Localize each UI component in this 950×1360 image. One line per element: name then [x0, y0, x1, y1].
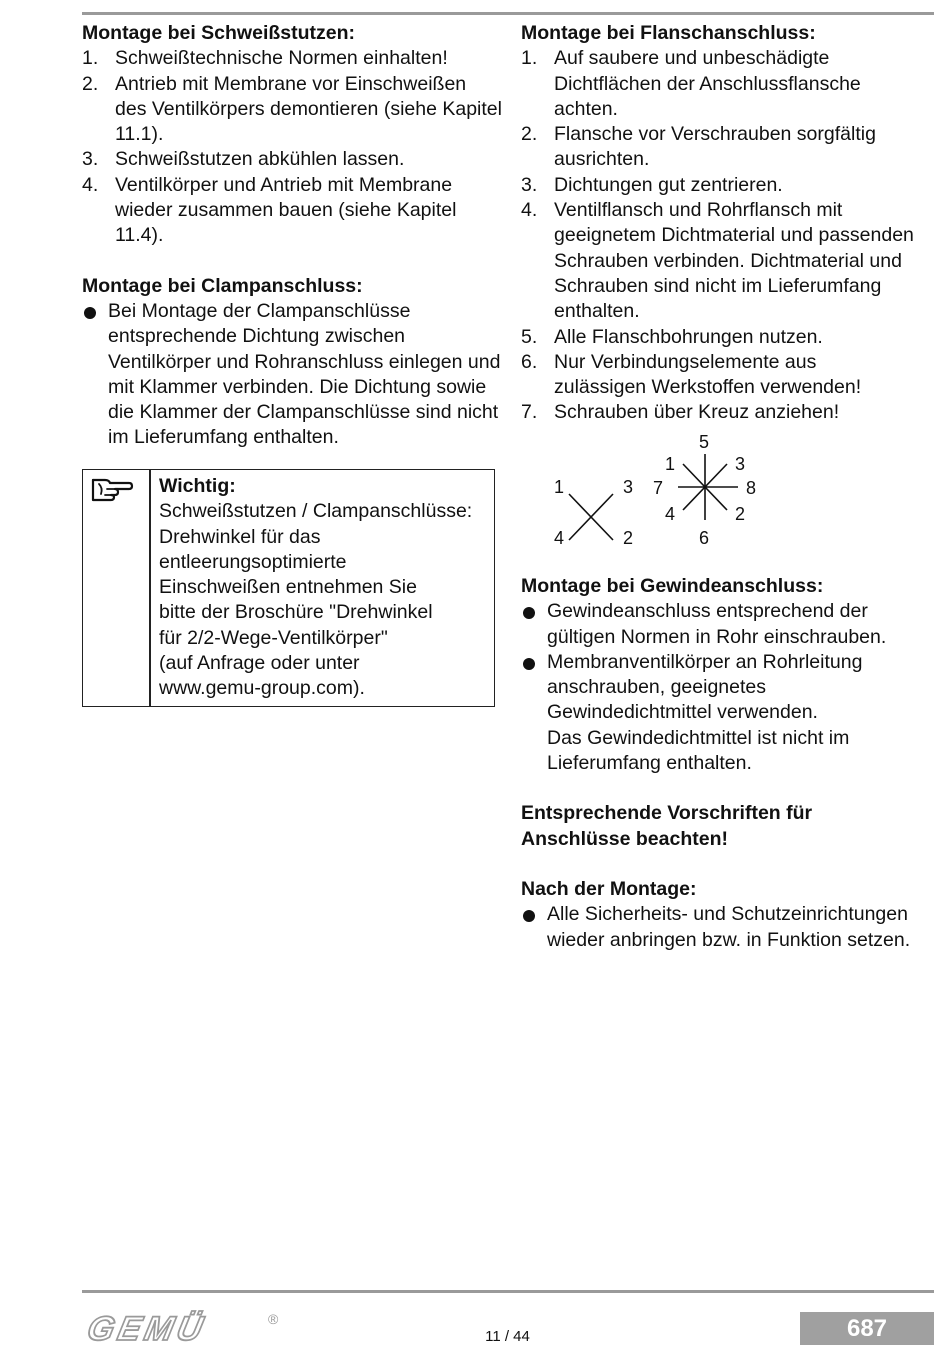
list-item: 1. Schweißtechnische Normen einhalten!: [82, 47, 448, 70]
bolt-number: 5: [699, 432, 710, 452]
note-line: Schweißstutzen / Clampanschlüsse:: [159, 500, 473, 523]
important-note: [82, 469, 495, 707]
note-line: (auf Anfrage oder unter: [159, 652, 360, 675]
list-item: Membranventilkörper an Rohrleitung anschrauben, geeignetes Gewindedichtmittel verwenden.: [521, 650, 941, 726]
bolt-number: 8: [746, 478, 757, 498]
after-heading: Nach der Montage:: [521, 877, 697, 900]
list-item: 5. Alle Flanschbohrungen nutzen.: [521, 325, 823, 348]
note-divider: [149, 470, 151, 706]
note-line: Einschweißen entnehmen Sie: [159, 576, 417, 599]
clamp-bullets: [82, 299, 502, 451]
list-item: 3. Schweißstutzen abkühlen lassen.: [82, 148, 405, 171]
flange-heading: Montage bei Flanschanschluss:: [521, 22, 816, 44]
eight-bolt-pattern: [678, 454, 738, 520]
bolt-number: 7: [653, 478, 664, 498]
bolt-number: 3: [735, 454, 746, 474]
list-item: Bei Montage der Clampanschlüsse entsprechende Dichtung zwischen Ventilkörper und Rohranschluss einlegen und mit Klammer verbinden. Die Dichtung sowie die Klammer der Clampanschlüsse sind nicht im Lieferumfang enthalten.: [82, 299, 502, 451]
list-item: 7. Schrauben über Kreuz anziehen!: [521, 401, 840, 424]
svg-text:GEMÜ: GEMÜ: [83, 1310, 210, 1348]
note-line: bitte der Broschüre "Drehwinkel: [159, 601, 433, 624]
bolt-number: 1: [665, 454, 676, 474]
bolt-number: 4: [554, 528, 565, 548]
list-item: Alle Sicherheits- und Schutzeinrichtungen wieder anbringen bzw. in Funktion setzen.: [521, 902, 941, 953]
list-item: 4. Ventilkörper und Antrieb mit Membrane wieder zusammen bauen (siehe Kapitel 11.4).: [82, 173, 457, 247]
flange-steps: [521, 46, 934, 425]
registered-mark: ®: [268, 1311, 279, 1327]
after-bullets: [521, 902, 941, 953]
bullet-icon: [523, 607, 535, 619]
bolt-tightening-diagram: [545, 428, 785, 553]
bolt-number: 6: [699, 528, 710, 548]
bullet-icon: [523, 910, 535, 922]
thread-extra: Das Gewindedichtmittel ist nicht im Lieferumfang enthalten.: [547, 726, 850, 775]
rules-line-2: Anschlüsse beachten!: [521, 827, 728, 850]
four-bolt-pattern: [569, 494, 613, 540]
document-number-badge: 687: [800, 1312, 934, 1345]
list-item: 2. Antrieb mit Membrane vor Einschweißen des Ventilkörpers demontieren (siehe Kapitel 11.1).: [82, 72, 502, 146]
top-rule: [82, 12, 934, 15]
note-title: Wichtig:: [159, 475, 236, 497]
list-item: 4. Ventilflansch und Rohrflansch mit geeignetem Dichtmaterial und passenden Schrauben verbinden. Dichtmaterial und Schrauben sind nicht im Lieferumfang enthalten.: [521, 199, 914, 323]
weld-steps: [82, 46, 502, 248]
bolt-number: 4: [665, 504, 676, 524]
gemu-logo: [82, 1310, 287, 1350]
note-link[interactable]: www.gemu-group.com).: [159, 677, 365, 700]
note-line: entleerungsoptimierte: [159, 550, 347, 573]
list-item: 2. Flansche vor Verschrauben sorgfältig ausrichten.: [521, 123, 876, 171]
bullet-icon: [523, 658, 535, 670]
weld-heading: Montage bei Schweißstutzen:: [82, 22, 356, 44]
pointing-hand-icon: [89, 474, 135, 506]
list-item: 6. Nur Verbindungselemente aus zulässigen Werkstoffen verwenden!: [521, 350, 862, 399]
note-line: Drehwinkel für das: [159, 525, 321, 548]
list-item: Gewindeanschluss entsprechend der gültigen Normen in Rohr einschrauben.: [521, 599, 941, 650]
list-item: 1. Auf saubere und unbeschädigte Dichtflächen der Anschlussflansche achten.: [521, 47, 861, 120]
list-item: 3. Dichtungen gut zentrieren.: [521, 173, 783, 196]
footer-rule: [82, 1290, 934, 1293]
bolt-number: 2: [623, 528, 634, 548]
bolt-number: 1: [554, 477, 565, 497]
left-column: [82, 21, 502, 451]
bullet-icon: [84, 307, 96, 319]
note-body: [159, 474, 490, 702]
note-line: für 2/2-Wege-Ventilkörper": [159, 626, 388, 649]
rules-line-1: Entsprechende Vorschriften für: [521, 802, 813, 825]
page-number: 11 / 44: [485, 1328, 530, 1345]
right-column-bottom: [521, 574, 941, 953]
thread-bullets: [521, 599, 941, 725]
bolt-number: 3: [623, 477, 634, 497]
bolt-number: 2: [735, 504, 746, 524]
right-column-top: [521, 21, 934, 426]
thread-heading: Montage bei Gewindeanschluss:: [521, 575, 824, 597]
clamp-heading: Montage bei Clampanschluss:: [82, 274, 363, 297]
